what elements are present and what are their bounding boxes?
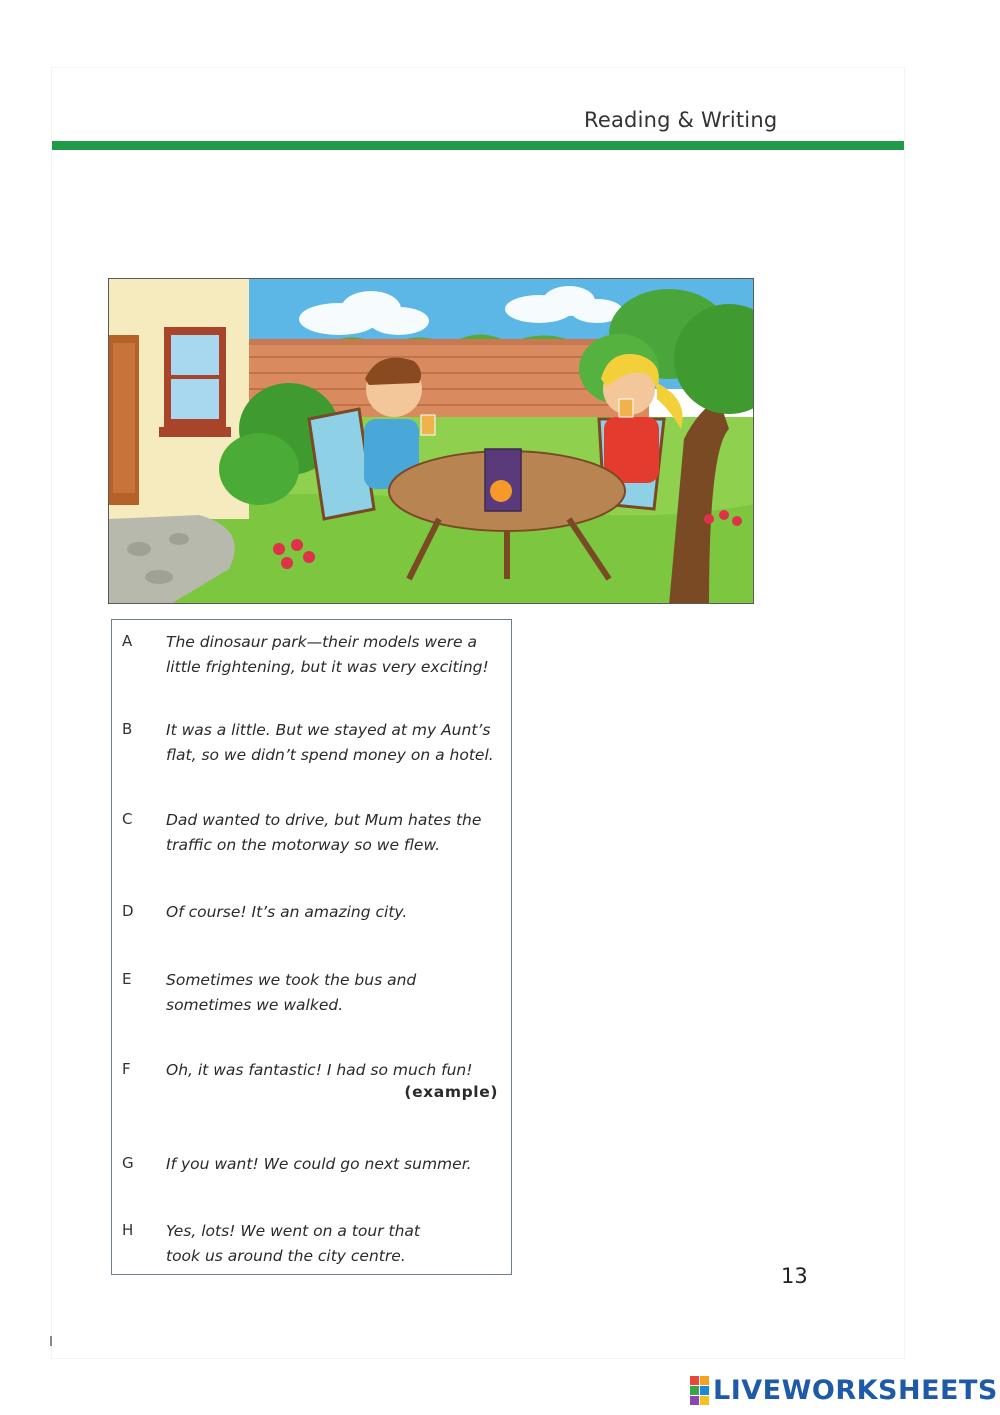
logo-wordmark: LIVEWORKSHEETS bbox=[713, 1374, 998, 1406]
option-letter: A bbox=[122, 632, 133, 650]
header-rule bbox=[52, 141, 904, 150]
logo-squares-icon bbox=[690, 1376, 709, 1405]
option-text: Yes, lots! We went on a tour that took us around the city centre. bbox=[166, 1222, 420, 1265]
option-text: The dinosaur park—their models were a little frightening, but it was very exciting! bbox=[166, 633, 489, 676]
example-tag: (example) bbox=[404, 1083, 498, 1101]
section-title: Reading & Writing bbox=[584, 108, 778, 132]
option-letter: B bbox=[122, 720, 133, 738]
option-text: Dad wanted to drive, but Mum hates the traffic on the motorway so we flew. bbox=[166, 811, 482, 854]
page-number: 13 bbox=[781, 1264, 808, 1288]
garden-scene-image bbox=[109, 279, 754, 604]
option-letter: C bbox=[122, 810, 133, 828]
option-text: Sometimes we took the bus and sometimes we walked. bbox=[166, 971, 417, 1014]
option-text: Of course! It’s an amazing city. bbox=[166, 903, 408, 921]
option-text: Oh, it was fantastic! I had so much fun! bbox=[166, 1061, 473, 1079]
liveworksheets-logo bbox=[690, 1374, 998, 1406]
option-letter: E bbox=[122, 970, 132, 988]
option-letter: D bbox=[122, 902, 134, 920]
option-letter: H bbox=[122, 1221, 134, 1239]
option-letter: G bbox=[122, 1154, 134, 1172]
option-letter: F bbox=[122, 1060, 131, 1078]
answer-options-box bbox=[111, 619, 512, 1275]
margin-mark bbox=[50, 1336, 52, 1346]
option-text: It was a little. But we stayed at my Aunt’s flat, so we didn’t spend money on a hotel. bbox=[166, 721, 494, 764]
garden-illustration bbox=[108, 278, 754, 604]
option-text: If you want! We could go next summer. bbox=[166, 1155, 472, 1173]
